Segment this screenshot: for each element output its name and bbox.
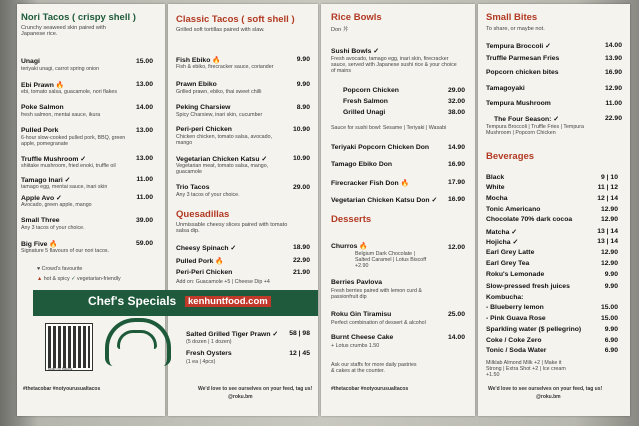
beverage-price: 6.90 <box>604 337 618 344</box>
nori-item-name: Pulled Pork <box>21 127 59 134</box>
classic-item-name: Fish Ebiko 🔥 <box>176 57 221 64</box>
classic-item-price: 29.00 <box>292 184 310 191</box>
rice-title: Rice Bowls <box>331 12 382 23</box>
bite-item-desc: Tempura Broccoli | Truffle Fries | Tempura Mushroom | Popcorn Chicken <box>486 124 584 137</box>
classic-title: Classic Tacos ( soft shell ) <box>176 14 295 25</box>
sushi-item-name: Fresh Salmon <box>343 98 388 105</box>
sushi-item-price: 32.00 <box>447 98 465 105</box>
classic-item-desc: Chicken chicken, tomato salsa, avocado, mango <box>176 134 272 147</box>
beverage-price: 13 | 14 <box>597 238 618 245</box>
footer-hashtags: #thetacobar #notyourusualtacos <box>23 386 101 392</box>
don-item-name: Tamago Ebiko Don <box>331 161 393 168</box>
don-item-price: 17.90 <box>447 179 465 186</box>
nori-item-desc: Signature 5 flavours of our nori tacos. <box>21 248 110 254</box>
beverage-price: 12 | 14 <box>597 195 618 202</box>
nori-item-price: 13.00 <box>135 127 153 134</box>
nori-title: Nori Tacos ( crispy shell ) <box>21 12 136 23</box>
beverage-price: 12.90 <box>600 206 618 213</box>
classic-item-price: 10.90 <box>292 126 310 133</box>
classic-item-price: 9.90 <box>296 81 310 88</box>
special-item-name: Fresh Oysters <box>186 350 232 357</box>
don-item-price: 14.90 <box>447 144 465 151</box>
beverage-name: Roku's Lemonade <box>486 271 545 278</box>
beverage-name: Black <box>486 174 505 181</box>
nori-item-name: Apple Avo ✓ <box>21 195 62 202</box>
classic-subtitle: Grilled soft tortillas paired with slaw. <box>176 27 265 33</box>
quesadilla-item-name: Pulled Pork 🔥 <box>176 258 224 265</box>
nori-item-price: 39.00 <box>135 217 153 224</box>
classic-item-desc: Grilled prawn, ebiko, thai sweet chilli <box>176 89 262 95</box>
don-item-name: Firecracker Fish Don 🔥 <box>331 180 409 187</box>
legend-label: vegetarian-friendly <box>77 276 121 282</box>
beverage-name: Matcha ✓ <box>486 229 518 236</box>
classic-item-name: Peking Charsiew <box>176 104 231 111</box>
quesadilla-addon: Add on: Guacamole +5 | Cheese Dip +4 <box>176 279 270 285</box>
bite-item-price: 16.90 <box>604 69 622 76</box>
beverage-price: 12.90 <box>600 216 618 223</box>
chefs-specials-title: Chef's Specials <box>88 294 177 308</box>
taco-logo-icon <box>105 318 171 366</box>
fire-icon: ▲ <box>37 276 44 282</box>
don-item-name: Teriyaki Popcorn Chicken Don <box>331 144 430 151</box>
classic-item-name: Trio Tacos <box>176 184 210 191</box>
dessert-item-name: Roku Gin Tiramisu <box>331 311 392 318</box>
beverage-price: 9 | 10 <box>600 174 618 181</box>
quesadilla-item-price: 22.90 <box>292 257 310 264</box>
nori-item-name: Big Five 🔥 <box>21 241 58 248</box>
nori-item-name: Unagi <box>21 58 40 65</box>
beverage-price: 11 | 12 <box>597 184 618 191</box>
beverage-price: 13 | 14 <box>597 228 618 235</box>
nori-item-name: Truffle Mushroom ✓ <box>21 156 86 163</box>
dessert-item-name: Churros 🔥 <box>331 243 368 250</box>
beverage-name: Sparkling water ($ pellegrino) <box>486 326 582 333</box>
classic-item-desc: Vegetarian meat, tomato salsa, mango, guacamole <box>176 163 269 176</box>
nori-item-desc: 6-hour slow-cooked pulled pork, BBQ, green apple, pomegranate <box>21 135 126 148</box>
classic-item-desc: Any 3 tacos of your choice. <box>176 192 240 198</box>
sushi-bowls-name: Sushi Bowls ✓ <box>331 48 379 55</box>
quesadillas-subtitle: Unmissable cheesy slices paired with tomato salsa dip. <box>176 222 288 235</box>
footer-hashtags: #thetacobar #notyourusualtacos <box>331 386 409 392</box>
bite-item-name: Popcorn chicken bites <box>486 69 559 76</box>
quesadilla-item-name: Cheesy Spinach ✓ <box>176 245 237 252</box>
beverage-name: - Pink Guava Rose <box>486 315 546 322</box>
special-item-name: Salted Grilled Tiger Prawn ✓ <box>186 331 279 338</box>
menu-page-rice <box>321 4 475 416</box>
nori-item-desc: Any 3 tacos of your choice. <box>21 225 85 231</box>
special-item-desc: (5 dozen | 1 dozen) <box>186 339 232 345</box>
classic-item-price: 10.90 <box>292 155 310 162</box>
footer-handle: @roku.bm <box>228 394 253 400</box>
classic-item-price: 9.90 <box>296 56 310 63</box>
footer-handle: @roku.bm <box>536 394 561 400</box>
beverage-name: Chocolate 70% dark cocoa <box>486 216 573 223</box>
dessert-item-desc: Belgium Dark Chocolate | Salted Caramel | Lotus Biscoff +2.90 <box>355 251 427 270</box>
bite-item-name: Tempura Mushroom <box>486 100 551 107</box>
legend-hot-spicy <box>37 276 121 282</box>
nori-item-name: Small Three <box>21 217 60 224</box>
beverage-price: 9.90 <box>604 283 618 290</box>
dessert-item-price: 14.00 <box>447 334 465 341</box>
beverage-price: 12.90 <box>600 260 618 267</box>
beverage-name: Mocha <box>486 195 508 202</box>
menu-page-bites-beverages <box>478 4 630 416</box>
quesadillas-title: Quesadillas <box>176 209 230 220</box>
qr-caption: scan to follow <box>48 366 73 371</box>
leaf-icon: ✓ <box>71 276 78 282</box>
sushi-item-name: Popcorn Chicken <box>343 87 399 94</box>
footer-feed: We'd love to see ourselves on your feed, tag us! <box>198 386 313 392</box>
dessert-item-price: 12.00 <box>447 244 465 251</box>
dessert-item-desc: Perfect combination of dessert & alcohol <box>331 320 426 326</box>
beverage-name: Hojicha ✓ <box>486 239 519 246</box>
nori-item-desc: Avocado, green apple, mango <box>21 202 92 208</box>
beverage-name: Earl Grey Latte <box>486 249 535 256</box>
classic-item-price: 8.90 <box>296 104 310 111</box>
don-item-price: 16.90 <box>447 161 465 168</box>
classic-item-name: Vegetarian Chicken Katsu ✓ <box>176 156 268 163</box>
beverage-notes: Milklab Almond Milk +2 | Make it Strong | Extra Shot +2 | Ice cream +1.50 <box>486 360 566 379</box>
sushi-sauce-note: Sauce for sushi bowl: Sesame | Teriyaki | Wasabi <box>331 125 447 131</box>
nori-item-desc: teriyaki unagi, carrot spring onion <box>21 66 100 72</box>
nori-item-desc: shiitake mushroom, fried enoki, truffle oil <box>21 163 116 169</box>
nori-item-name: Ebi Prawn 🔥 <box>21 82 65 89</box>
beverage-price: 12.90 <box>600 249 618 256</box>
don-item-name: Vegetarian Chicken Katsu Don ✓ <box>331 197 438 204</box>
quesadilla-item-name: Peri-Peri Chicken <box>176 269 233 276</box>
classic-item-name: Prawn Ebiko <box>176 81 217 88</box>
nori-item-desc: tamago egg, mentai sauce, inari skin <box>21 184 108 190</box>
classic-item-name: Peri-peri Chicken <box>176 126 232 133</box>
nori-item-price: 11.00 <box>136 194 153 201</box>
sushi-item-price: 29.00 <box>447 87 465 94</box>
beverage-name: Tonic / Soda Water <box>486 347 547 354</box>
nori-item-desc: ebi, tomato salsa, guacamole, nori flakes <box>21 89 117 95</box>
beverage-name: Slow-pressed fresh juices <box>486 283 570 290</box>
nori-item-name: Poke Salmon <box>21 104 64 111</box>
sushi-item-price: 38.00 <box>447 109 465 116</box>
classic-item-desc: Spicy Charsiew, inari skin, cucumber <box>176 112 263 118</box>
bite-item-name: Tamagoyaki <box>486 85 525 92</box>
sushi-bowls-desc: Fresh avocado, tamago egg, inari skin, firecracker sauce, served with Japanese sushi rice & your choice of mains <box>331 56 457 75</box>
kombucha-label: Kombucha: <box>486 294 524 301</box>
bite-item-price: 11.00 <box>605 100 622 107</box>
beverages-title: Beverages <box>486 151 535 162</box>
bite-item-name: Tempura Broccoli ✓ <box>486 43 551 50</box>
dessert-item-name: Berries Pavlova <box>331 279 383 286</box>
desserts-title: Desserts <box>331 214 372 225</box>
bite-item-price: 22.90 <box>604 115 622 122</box>
nori-item-price: 14.00 <box>135 104 153 111</box>
rice-subtitle: Don 丼 <box>331 27 349 33</box>
classic-item-desc: Fish & ebiko, firecracker sauce, coriander <box>176 64 274 70</box>
nori-item-price: 13.00 <box>135 155 153 162</box>
heart-icon: ♥ <box>37 266 42 272</box>
beverage-price: 15.00 <box>600 315 618 322</box>
special-item-price: 58 | 98 <box>289 330 310 337</box>
nori-item-price: 13.00 <box>135 81 153 88</box>
special-item-desc: (1 ea | 4pcs) <box>186 359 216 365</box>
bite-item-price: 12.90 <box>604 85 622 92</box>
bite-item-price: 13.90 <box>604 55 622 62</box>
sushi-item-name: Grilled Unagi <box>343 109 386 116</box>
nori-item-desc: fresh salmon, mentai sauce, ikura <box>21 112 101 118</box>
special-item-price: 12 | 45 <box>289 350 310 357</box>
legend-crowd-favourite <box>37 266 82 272</box>
dessert-item-desc: + Lotus crumbs 1.50 <box>331 343 380 349</box>
nori-item-name: Tamago Inari ✓ <box>21 177 71 184</box>
menu-page-classic <box>168 4 318 416</box>
nori-item-price: 15.00 <box>135 58 153 65</box>
footer-feed: We'd love to see ourselves on your feed, tag us! <box>488 386 603 392</box>
bite-item-price: 14.00 <box>604 42 622 49</box>
bite-item-name: Truffle Parmesan Fries <box>486 55 560 62</box>
chefs-specials-banner <box>33 290 318 316</box>
beverage-price: 6.90 <box>604 347 618 354</box>
nori-subtitle: Crunchy seaweed skin paired with Japanese rice. <box>21 25 106 38</box>
website-link[interactable]: kenhuntfood.com <box>185 296 271 307</box>
small-bites-subtitle: To share, or maybe not. <box>486 26 545 32</box>
beverage-price: 15.00 <box>600 304 618 311</box>
nori-item-price: 59.00 <box>135 240 153 247</box>
quesadilla-item-price: 18.90 <box>292 244 310 251</box>
dessert-item-desc: Fresh berries paired with lemon curd & passionfruit dip <box>331 288 422 301</box>
small-bites-title: Small Bites <box>486 12 538 23</box>
quesadilla-item-price: 21.90 <box>292 269 310 276</box>
beverage-price: 9.90 <box>604 326 618 333</box>
beverage-name: - Blueberry lemon <box>486 304 544 311</box>
beverage-name: Earl Grey Tea <box>486 260 530 267</box>
beverage-name: Tonic Americano <box>486 206 541 213</box>
legend-label: hot & spicy <box>43 276 70 282</box>
dessert-item-name: Burnt Cheese Cake <box>331 334 394 341</box>
dessert-item-price: 25.00 <box>447 311 465 318</box>
dessert-note: Ask our staffs for more daily pastries & cakes at the counter. <box>331 362 417 375</box>
nori-item-price: 11.00 <box>136 176 153 183</box>
bite-item-name: The Four Season: ✓ <box>494 116 559 123</box>
beverage-name: White <box>486 184 505 191</box>
beverage-name: Coke / Coke Zero <box>486 337 542 344</box>
qr-code[interactable] <box>46 324 92 370</box>
don-item-price: 16.90 <box>447 196 465 203</box>
beverage-price: 9.90 <box>604 271 618 278</box>
legend-label: Crowd's favourite <box>41 266 83 272</box>
